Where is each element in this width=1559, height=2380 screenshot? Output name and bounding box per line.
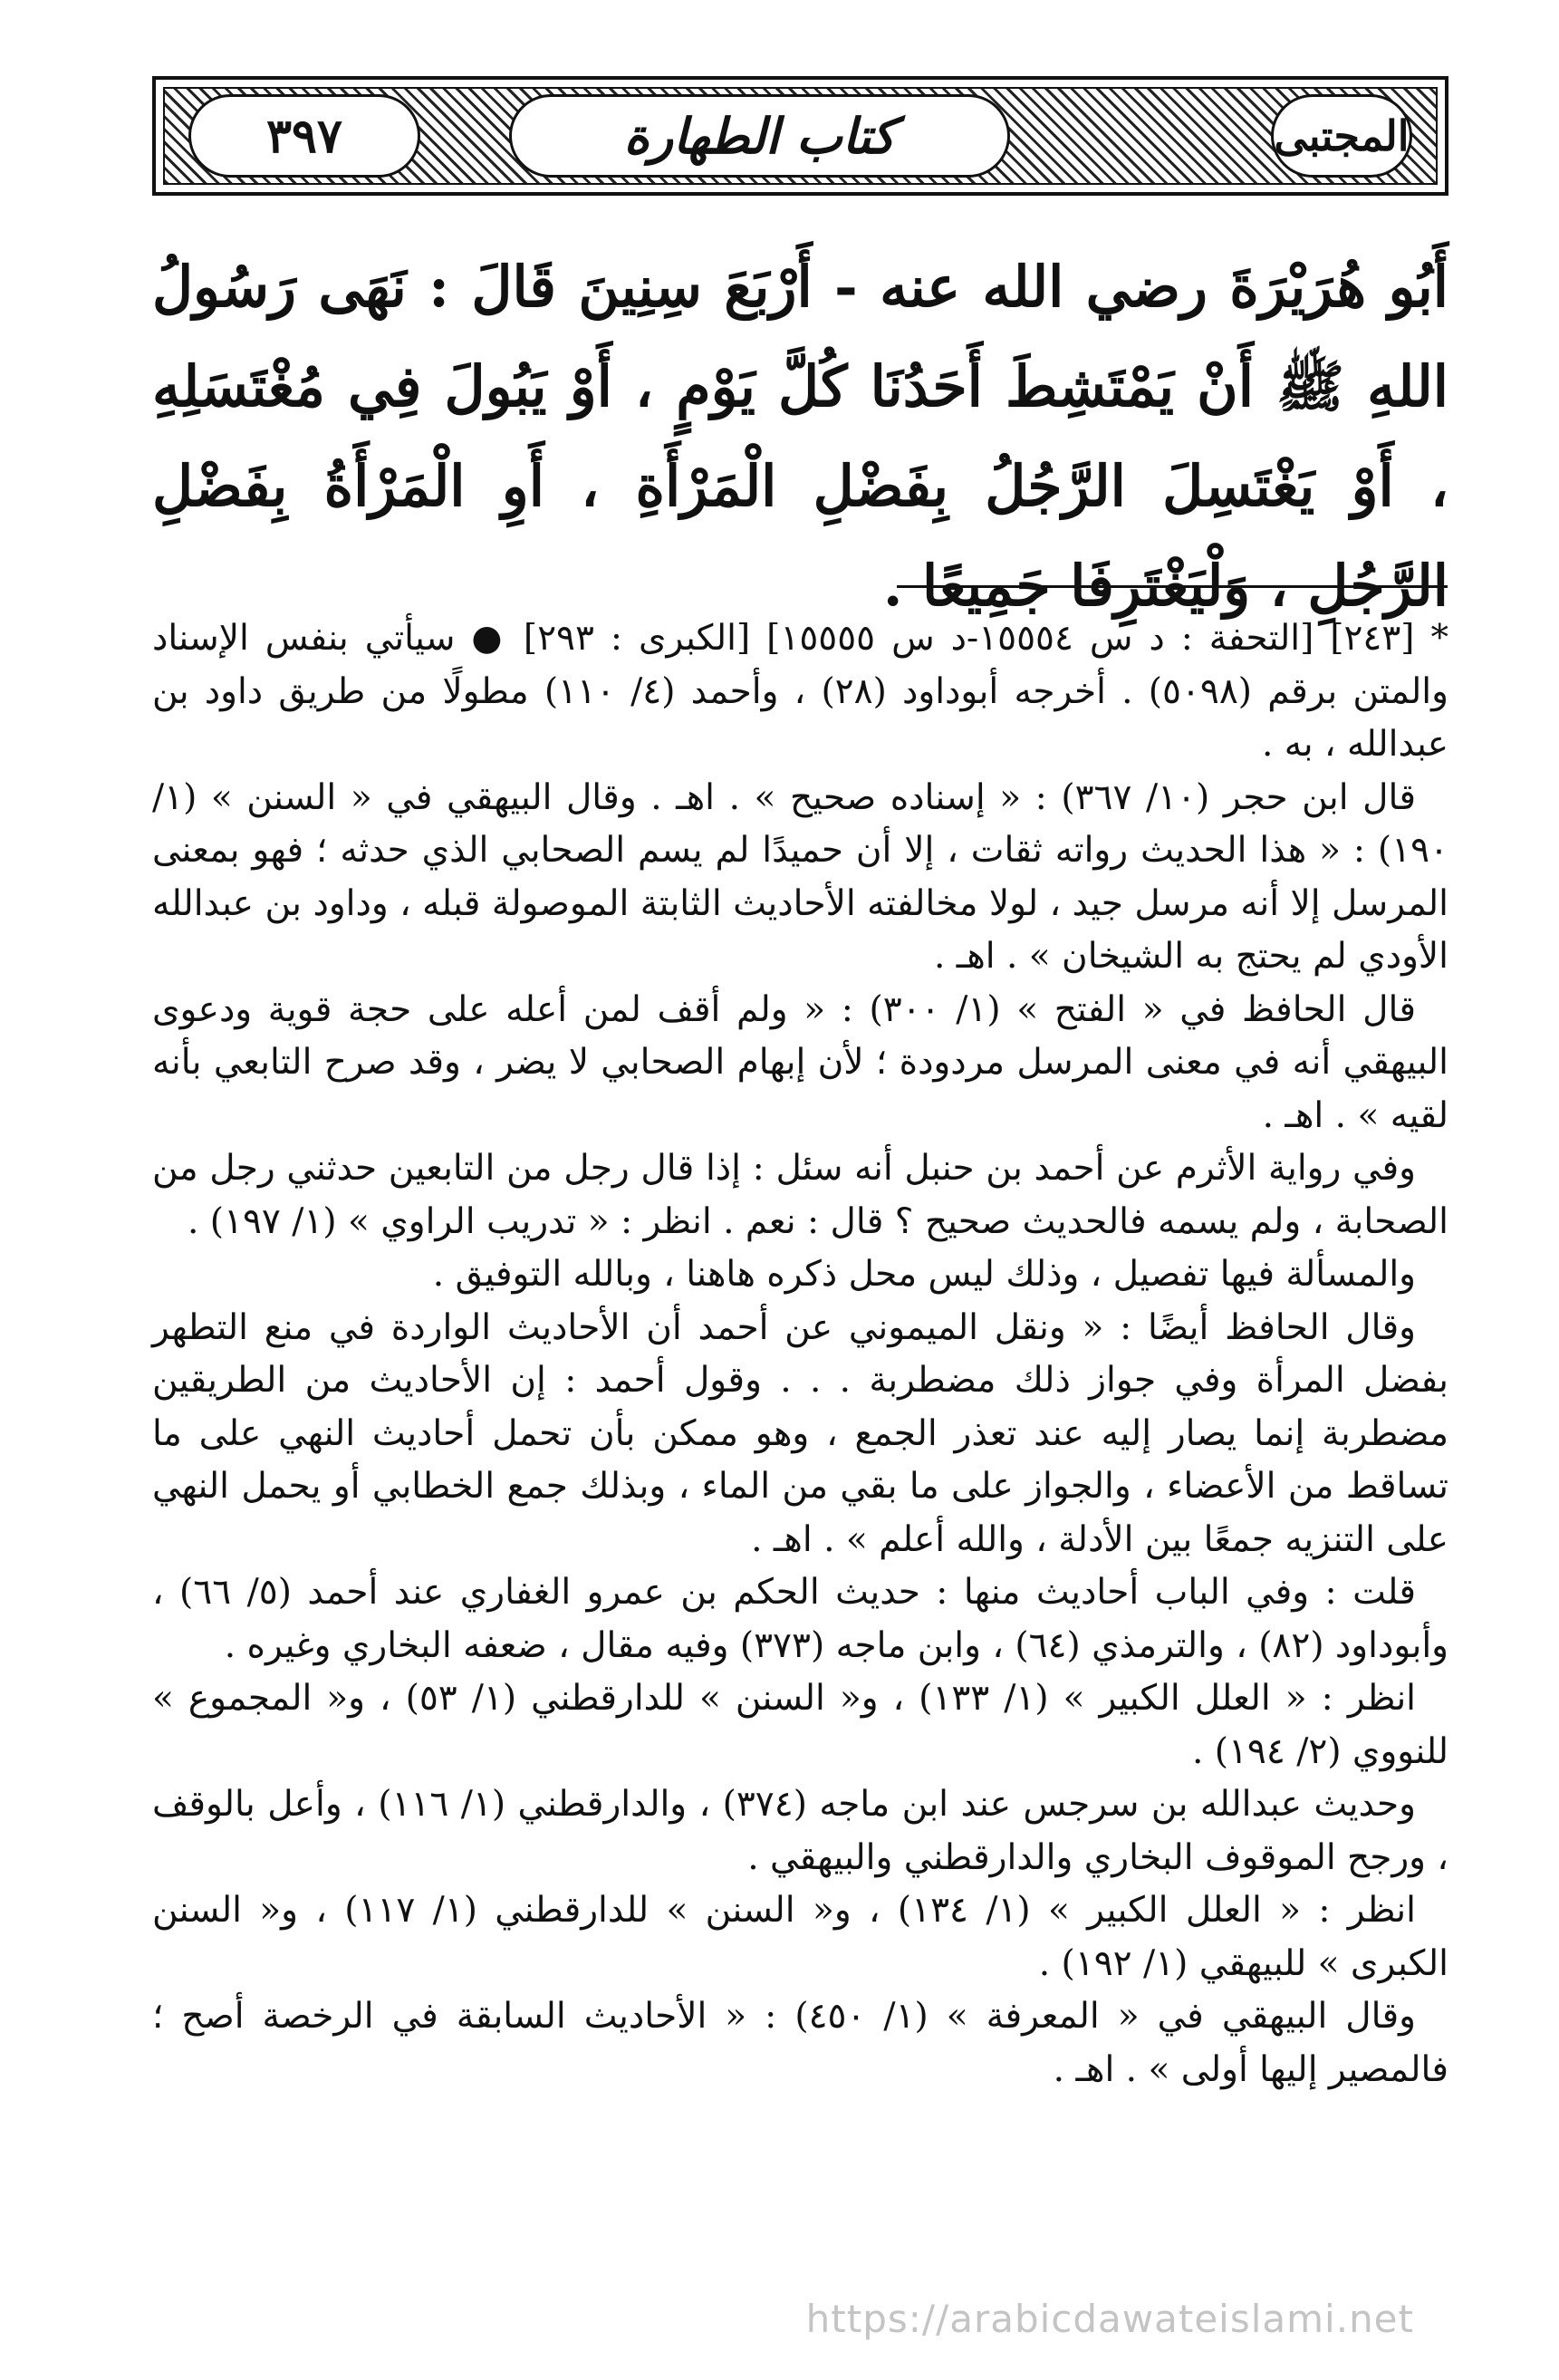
footnote-paragraph: قلت : وفي الباب أحاديث منها : حديث الحكم بن عمرو الغفاري عند أحمد (٥/ ٦٦) ، وأبوداود (٨٢) ، والترمذي (٦٤) ، وابن ماجه (٣٧٣) وفيه مقال ، ضعفه البخاري وغيره .: [152, 1572, 1448, 1666]
page-number-cartouche: [188, 94, 420, 178]
chapter-title: كتاب الطهارة: [623, 107, 896, 165]
footnote-first-paragraph: [152, 612, 1448, 772]
page-header: [152, 76, 1448, 196]
footnote-paragraph: انظر : « العلل الكبير » (١/ ١٣٣) ، و« السنن » للدارقطني (١/ ٥٣) ، و« المجموع » للنووي (٢/ ١٩٤) .: [152, 1678, 1448, 1772]
page-number: ٣٩٧: [266, 108, 342, 164]
footnote-marker: *: [1430, 618, 1448, 659]
header-ornament: [163, 87, 1438, 185]
bullet-icon: ●: [471, 618, 507, 659]
chapter-title-cartouche: [509, 94, 1010, 178]
footnote-paragraph: سيأتي بنفس الإسناد والمتن برقم (٥٠٩٨) . أخرجه أبوداود (٢٨) ، وأحمد (٤/ ١١٠) مطولًا من طريق داود بن عبدالله ، به .: [152, 618, 1448, 765]
footnote-header: [٢٤٣] [التحفة : د س ١٥٥٥٤-د س ١٥٥٥٥] [الكبرى : ٢٩٣]: [523, 618, 1415, 659]
hadith-text-block: [152, 237, 1448, 636]
footnote-paragraph: وقال البيهقي في « المعرفة » (١/ ٤٥٠) : « الأحاديث السابقة في الرخصة أصح ؛ فالمصير إليها أولى » . اهـ .: [152, 1996, 1448, 2090]
footnote-divider: [897, 585, 1448, 588]
footnote-paragraph: انظر : « العلل الكبير » (١/ ١٣٤) ، و« السنن » للدارقطني (١/ ١١٧) ، و« السنن الكبرى » للبيهقي (١/ ١٩٢) .: [152, 1890, 1448, 1984]
footnote-paragraph: وحديث عبدالله بن سرجس عند ابن ماجه (٣٧٤) ، والدارقطني (١/ ١١٦) ، وأعل بالوقف ، ورجح الموقوف البخاري والدارقطني والبيهقي .: [152, 1784, 1448, 1878]
footnote-paragraph: وفي رواية الأثرم عن أحمد بن حنبل أنه سئل : إذا قال رجل من التابعين حدثني رجل من الصحابة ، ولم يسمه فالحديث صحيح ؟ قال : نعم . انظر : « تدريب الراوي » (١/ ١٩٧) .: [152, 1148, 1448, 1242]
book-label-cartouche: [1271, 94, 1412, 178]
footnote-paragraph: وقال الحافظ أيضًا : « ونقل الميموني عن أحمد أن الأحاديث الواردة في منع التطهر بفضل المرأة وفي جواز ذلك مضطربة . . . وقول أحمد : إن الأحاديث من الطريقين مضطربة إنما يصار إليه عند تعذر الجمع ، وهو ممكن بأن تحمل أحاديث النهي على ما تساقط من الأعضاء ، والجواز على ما بقي من الماء ، وبذلك جمع الخطابي أو يحمل النهي على التنزيه جمعًا بين الأدلة ، والله أعلم » . اهـ .: [152, 1306, 1448, 1560]
footnotes: [152, 612, 1448, 2096]
book-label: المجتبى: [1274, 111, 1410, 160]
watermark-url: https://arabicdawateislami.net: [805, 2297, 1414, 2341]
hadith-text: أَبُو هُرَيْرَةَ رضي الله عنه - أَرْبَعَ سِنِينَ قَالَ : نَهَى رَسُولُ اللهِ ﷺ أَنْ يَمْتَشِطَ أَحَدُنَا كُلَّ يَوْمٍ ، أَوْ يَبُولَ فِي مُغْتَسَلِهِ ، أَوْ يَغْتَسِلَ الرَّجُلُ بِفَضْلِ الْمَرْأَةِ ، أَوِ الْمَرْأَةُ بِفَضْلِ الرَّجُلِ ، وَلْيَغْتَرِفَا جَمِيعًا .: [152, 254, 1448, 619]
footnote-paragraph: قال ابن حجر (١٠/ ٣٦٧) : « إسناده صحيح » . اهـ . وقال البيهقي في « السنن » (١/ ١٩٠) : « هذا الحديث رواته ثقات ، إلا أن حميدًا لم يسم الصحابي الذي حدثه ؛ فهو بمعنى المرسل إلا أنه مرسل جيد ، لولا مخالفته الأحاديث الثابتة الموصولة قبله ، وداود بن عبدالله الأودي لم يحتج به الشيخان » . اهـ .: [152, 776, 1448, 977]
footnote-paragraph: قال الحافظ في « الفتح » (١/ ٣٠٠) : « ولم أقف لمن أعله على حجة قوية ودعوى البيهقي أنه في معنى المرسل مردودة ؛ لأن إبهام الصحابي لا يضر ، وقد صرح التابعي بأنه لقيه » . اهـ .: [152, 988, 1448, 1136]
footnote-paragraph: والمسألة فيها تفصيل ، وذلك ليس محل ذكره هاهنا ، وبالله التوفيق .: [432, 1254, 1416, 1295]
